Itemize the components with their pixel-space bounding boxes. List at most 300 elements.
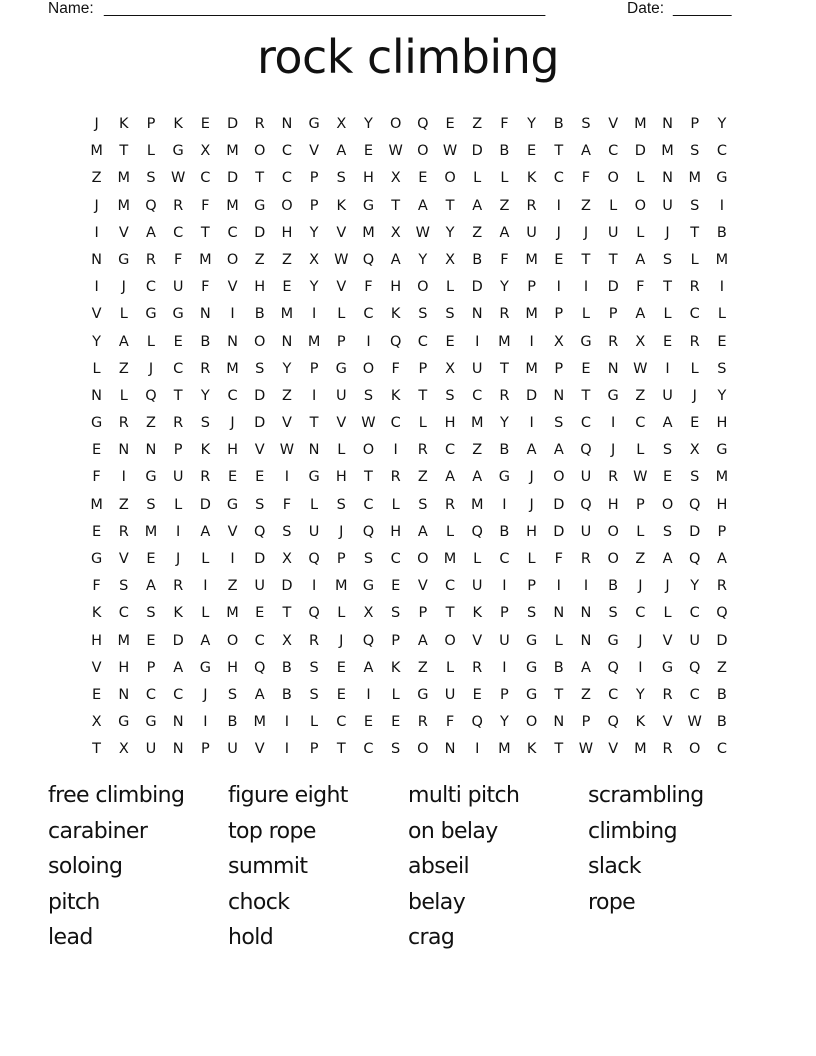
grid-cell[interactable]: X [689,442,700,459]
grid-cell[interactable]: S [255,360,265,377]
grid-cell[interactable]: W [170,170,186,187]
grid-cell[interactable]: Q [689,659,701,676]
grid-cell[interactable]: U [499,632,510,649]
grid-cell[interactable]: F [364,279,373,296]
grid-cell[interactable]: C [689,686,700,703]
grid-cell[interactable]: S [363,551,374,567]
grid-cell[interactable]: G [308,469,320,486]
grid-cell[interactable]: I [366,686,371,703]
grid-cell[interactable]: T [418,387,428,404]
grid-cell[interactable]: Q [716,605,728,622]
grid-cell[interactable]: V [254,442,265,459]
grid-cell[interactable]: A [635,251,646,268]
grid-cell[interactable]: L [663,306,672,323]
grid-cell[interactable]: C [580,415,592,432]
grid-cell[interactable]: J [339,523,344,540]
grid-cell[interactable]: G [607,632,619,649]
grid-cell[interactable]: J [529,469,534,486]
grid-cell[interactable]: Q [607,714,619,731]
grid-cell[interactable]: J [638,578,643,595]
grid-cell[interactable]: V [118,551,129,567]
grid-cell[interactable]: J [583,224,589,241]
grid-cell[interactable]: W [279,442,295,459]
grid-cell[interactable]: U [526,224,537,241]
grid-cell[interactable]: X [363,605,374,622]
grid-cell[interactable]: U [689,632,701,649]
grid-cell[interactable]: O [661,496,674,513]
grid-cell[interactable]: M [362,224,375,241]
grid-cell[interactable]: M [443,551,457,567]
grid-cell[interactable]: R [689,333,700,350]
grid-cell[interactable]: W [442,143,458,160]
grid-cell[interactable]: E [391,714,401,731]
grid-cell[interactable]: T [445,197,455,214]
grid-cell[interactable]: R [254,116,265,132]
grid-cell[interactable]: P [309,741,319,758]
grid-cell[interactable]: X [553,333,564,350]
grid-cell[interactable]: P [336,551,346,567]
grid-cell[interactable]: D [553,523,565,540]
grid-cell[interactable]: G [90,551,103,567]
grid-cell[interactable]: Z [91,170,102,187]
grid-cell[interactable]: A [662,551,673,567]
grid-cell[interactable]: N [553,387,565,404]
grid-cell[interactable]: S [336,496,346,513]
grid-cell[interactable]: Q [607,659,619,676]
grid-cell[interactable]: Z [118,496,129,513]
grid-cell[interactable]: F [636,279,645,296]
grid-cell[interactable]: E [662,333,673,350]
grid-cell[interactable]: V [662,714,673,731]
grid-cell[interactable]: N [662,170,673,187]
grid-cell[interactable]: M [525,306,538,323]
grid-cell[interactable]: I [203,714,208,731]
grid-cell[interactable]: M [117,197,131,214]
grid-cell[interactable]: S [363,387,374,404]
grid-cell[interactable]: N [662,116,673,132]
grid-cell[interactable]: P [336,333,346,350]
grid-cell[interactable]: K [635,714,646,731]
grid-cell[interactable]: I [121,469,126,486]
grid-cell[interactable]: T [336,741,346,758]
grid-cell[interactable]: O [607,523,619,540]
grid-cell[interactable]: B [281,686,292,703]
grid-cell[interactable]: G [172,306,184,323]
grid-cell[interactable]: H [227,442,238,459]
grid-cell[interactable]: T [581,387,591,404]
grid-cell[interactable]: T [445,605,455,622]
grid-cell[interactable]: C [173,224,184,241]
grid-cell[interactable]: I [176,523,181,540]
grid-cell[interactable]: O [417,143,429,160]
grid-cell[interactable]: A [417,197,428,214]
grid-cell[interactable]: C [227,387,238,404]
grid-cell[interactable]: S [662,523,673,540]
grid-cell[interactable]: Y [717,116,727,132]
grid-cell[interactable]: S [690,469,700,486]
grid-cell[interactable]: D [226,170,239,187]
grid-cell[interactable]: Z [581,197,591,214]
grid-cell[interactable]: P [608,306,618,323]
grid-cell[interactable]: N [580,632,592,649]
grid-cell[interactable]: R [173,415,184,432]
grid-cell[interactable]: R [526,197,537,214]
grid-cell[interactable]: S [309,686,319,703]
grid-cell[interactable]: R [145,251,156,268]
grid-cell[interactable]: R [580,551,591,567]
grid-cell[interactable]: G [172,143,184,160]
grid-cell[interactable]: Y [499,415,509,432]
grid-cell[interactable]: J [176,551,181,567]
grid-cell[interactable]: N [118,686,130,703]
grid-cell[interactable]: K [390,306,401,323]
grid-cell[interactable]: T [92,741,102,758]
grid-cell[interactable]: X [445,251,455,268]
grid-cell[interactable]: S [282,523,292,540]
grid-cell[interactable]: F [581,170,591,187]
grid-cell[interactable]: P [309,360,319,377]
grid-cell[interactable]: A [635,306,646,323]
grid-cell[interactable]: O [607,551,619,567]
grid-cell[interactable]: G [254,197,266,214]
grid-cell[interactable]: R [608,469,619,486]
grid-cell[interactable]: S [690,197,700,214]
grid-cell[interactable]: K [91,605,102,622]
grid-cell[interactable]: A [472,469,483,486]
grid-cell[interactable]: R [689,279,700,296]
grid-cell[interactable]: X [281,632,292,649]
grid-cell[interactable]: E [527,143,537,160]
grid-cell[interactable]: G [145,714,157,731]
grid-cell[interactable]: L [391,686,400,703]
grid-cell[interactable]: M [498,741,511,758]
grid-cell[interactable]: J [638,632,643,649]
grid-cell[interactable]: Q [580,496,592,513]
grid-cell[interactable]: M [470,496,484,513]
grid-cell[interactable]: S [391,741,401,758]
grid-cell[interactable]: Q [471,714,483,731]
grid-cell[interactable]: V [227,523,238,540]
grid-cell[interactable]: V [91,659,102,676]
grid-cell[interactable]: M [90,143,103,160]
grid-cell[interactable]: U [145,741,157,758]
grid-cell[interactable]: O [226,632,239,649]
grid-cell[interactable]: R [309,632,320,649]
grid-cell[interactable]: A [581,659,591,676]
grid-cell[interactable]: D [254,224,266,241]
grid-cell[interactable]: U [607,224,619,241]
grid-cell[interactable]: B [716,686,727,703]
grid-cell[interactable]: S [717,360,727,377]
grid-cell[interactable]: T [581,251,591,268]
grid-cell[interactable]: E [336,686,346,703]
grid-cell[interactable]: E [554,251,564,268]
grid-cell[interactable]: I [529,415,534,432]
grid-cell[interactable]: S [554,415,564,432]
grid-cell[interactable]: H [118,659,130,676]
grid-cell[interactable]: Z [499,197,510,214]
grid-cell[interactable]: T [554,741,564,758]
grid-cell[interactable]: I [638,659,643,676]
grid-cell[interactable]: C [118,605,129,622]
grid-cell[interactable]: B [716,714,727,731]
grid-cell[interactable]: N [91,251,103,268]
grid-cell[interactable]: P [200,741,210,758]
grid-cell[interactable]: H [227,659,238,676]
grid-cell[interactable]: J [230,415,235,432]
grid-cell[interactable]: Q [580,442,592,459]
grid-cell[interactable]: Z [417,659,428,676]
grid-cell[interactable]: E [418,170,428,187]
grid-cell[interactable]: S [418,306,428,323]
grid-cell[interactable]: Z [581,686,591,703]
grid-cell[interactable]: D [526,387,538,404]
grid-cell[interactable]: G [199,659,211,676]
grid-cell[interactable]: S [255,496,265,513]
grid-cell[interactable]: E [92,442,102,459]
grid-cell[interactable]: I [719,279,725,296]
grid-cell[interactable]: I [475,741,480,758]
grid-cell[interactable]: H [390,523,402,540]
grid-cell[interactable]: O [689,741,701,758]
grid-cell[interactable]: H [91,632,103,649]
grid-cell[interactable]: M [661,143,674,160]
grid-cell[interactable]: P [554,306,564,323]
grid-cell[interactable]: M [498,333,511,350]
grid-cell[interactable]: Q [254,523,266,540]
grid-cell[interactable]: G [118,714,130,731]
grid-cell[interactable]: C [635,605,646,622]
grid-cell[interactable]: N [553,714,565,731]
grid-cell[interactable]: C [499,551,510,567]
grid-cell[interactable]: G [525,659,538,676]
grid-cell[interactable]: Y [690,578,700,595]
grid-cell[interactable]: J [665,578,670,595]
grid-cell[interactable]: J [339,632,344,649]
grid-cell[interactable]: C [608,143,619,160]
grid-cell[interactable]: R [173,197,184,214]
grid-cell[interactable]: T [608,251,618,268]
grid-cell[interactable]: Z [281,251,292,268]
grid-cell[interactable]: D [471,143,483,160]
grid-cell[interactable]: M [715,251,729,268]
grid-cell[interactable]: I [556,279,561,296]
grid-cell[interactable]: G [335,360,347,377]
grid-cell[interactable]: H [444,415,456,432]
grid-cell[interactable]: O [362,442,375,459]
grid-cell[interactable]: C [390,415,401,432]
grid-cell[interactable]: C [689,605,700,622]
grid-cell[interactable]: A [472,197,483,214]
grid-cell[interactable]: F [92,469,101,486]
grid-cell[interactable]: E [717,333,727,350]
grid-cell[interactable]: N [145,442,157,459]
grid-cell[interactable]: L [445,279,455,296]
grid-cell[interactable]: E [363,714,374,731]
grid-cell[interactable]: C [390,551,401,567]
grid-cell[interactable]: S [200,415,210,432]
grid-cell[interactable]: Z [417,469,428,486]
grid-cell[interactable]: C [173,686,184,703]
grid-cell[interactable]: Z [472,442,483,459]
grid-cell[interactable]: C [444,578,456,595]
grid-cell[interactable]: R [608,333,619,350]
grid-cell[interactable]: Q [362,523,375,540]
grid-cell[interactable]: Y [418,251,428,268]
grid-cell[interactable]: O [634,197,647,214]
grid-cell[interactable]: A [146,578,156,595]
grid-cell[interactable]: D [254,415,266,432]
grid-cell[interactable]: R [662,741,673,758]
grid-cell[interactable]: F [201,197,210,214]
grid-cell[interactable]: T [690,224,700,241]
grid-cell[interactable]: H [526,523,538,540]
grid-cell[interactable]: Z [254,251,265,268]
grid-cell[interactable]: A [553,442,564,459]
grid-cell[interactable]: V [91,306,102,323]
grid-cell[interactable]: I [583,279,589,296]
grid-cell[interactable]: C [417,333,428,350]
grid-cell[interactable]: M [525,360,538,377]
grid-cell[interactable]: G [525,686,538,703]
grid-cell[interactable]: Q [689,496,701,513]
grid-cell[interactable]: G [362,197,375,214]
grid-cell[interactable]: B [499,143,510,160]
grid-cell[interactable]: Y [635,686,645,703]
grid-cell[interactable]: L [690,360,699,377]
grid-cell[interactable]: R [200,360,211,377]
grid-cell[interactable]: A [417,632,428,649]
grid-cell[interactable]: Z [146,415,156,432]
grid-cell[interactable]: E [391,578,401,595]
grid-cell[interactable]: X [281,551,292,567]
grid-cell[interactable]: I [284,469,290,486]
grid-cell[interactable]: Q [308,605,320,622]
grid-cell[interactable]: Y [717,387,727,404]
grid-cell[interactable]: V [336,415,347,432]
grid-cell[interactable]: K [200,442,211,459]
grid-cell[interactable]: A [499,224,510,241]
grid-cell[interactable]: K [472,605,482,622]
grid-cell[interactable]: R [390,469,401,486]
grid-cell[interactable]: N [227,333,238,350]
grid-cell[interactable]: D [634,143,646,160]
grid-cell[interactable]: R [200,469,211,486]
grid-cell[interactable]: L [527,551,536,567]
grid-cell[interactable]: E [92,686,102,703]
grid-cell[interactable]: M [634,116,647,132]
grid-cell[interactable]: S [418,496,428,513]
grid-cell[interactable]: L [337,605,346,622]
grid-cell[interactable]: X [445,360,455,377]
grid-cell[interactable]: I [94,224,99,241]
grid-cell[interactable]: R [472,659,483,676]
grid-cell[interactable]: I [393,442,398,459]
grid-cell[interactable]: C [444,442,456,459]
grid-cell[interactable]: M [715,469,729,486]
grid-cell[interactable]: G [417,686,429,703]
grid-cell[interactable]: V [281,415,292,432]
grid-cell[interactable]: G [118,251,130,268]
grid-cell[interactable]: R [499,306,510,323]
grid-cell[interactable]: M [144,523,158,540]
grid-cell[interactable]: P [527,279,536,296]
grid-cell[interactable]: Y [309,224,319,241]
grid-cell[interactable]: F [282,496,292,513]
grid-cell[interactable]: N [172,741,184,758]
grid-cell[interactable]: T [364,469,373,486]
grid-cell[interactable]: W [334,251,349,268]
grid-cell[interactable]: O [417,741,429,758]
grid-cell[interactable]: E [445,333,455,350]
grid-cell[interactable]: U [580,469,592,486]
grid-cell[interactable]: V [336,279,347,296]
grid-cell[interactable]: E [173,333,183,350]
grid-cell[interactable]: S [391,605,401,622]
grid-cell[interactable]: O [444,632,456,649]
grid-cell[interactable]: M [253,714,266,731]
grid-cell[interactable]: P [581,714,591,731]
grid-cell[interactable]: K [526,170,537,187]
grid-cell[interactable]: E [282,279,292,296]
grid-cell[interactable]: L [92,360,101,377]
grid-cell[interactable]: H [335,469,347,486]
grid-cell[interactable]: G [90,415,103,432]
grid-cell[interactable]: I [665,360,670,377]
grid-cell[interactable]: S [119,578,129,595]
grid-cell[interactable]: T [499,360,509,377]
grid-cell[interactable]: Z [635,387,646,404]
grid-cell[interactable]: A [662,415,673,432]
grid-cell[interactable]: U [227,741,238,758]
grid-cell[interactable]: C [363,741,374,758]
grid-cell[interactable]: X [91,714,102,731]
grid-cell[interactable]: Q [145,197,157,214]
grid-cell[interactable]: R [444,496,456,513]
grid-cell[interactable]: W [687,714,702,731]
grid-cell[interactable]: L [418,415,427,432]
grid-cell[interactable]: W [578,741,594,758]
grid-cell[interactable]: F [500,251,509,268]
grid-cell[interactable]: G [716,170,728,187]
grid-cell[interactable]: A [200,632,211,649]
grid-cell[interactable]: A [173,659,184,676]
grid-cell[interactable]: K [173,116,183,132]
grid-cell[interactable]: O [226,251,239,268]
grid-cell[interactable]: U [662,197,673,214]
grid-cell[interactable]: Y [527,116,537,132]
grid-cell[interactable]: N [118,442,130,459]
grid-cell[interactable]: I [94,279,99,296]
grid-cell[interactable]: E [336,659,346,676]
grid-cell[interactable]: P [146,116,156,132]
grid-cell[interactable]: L [445,659,455,676]
grid-cell[interactable]: C [145,686,157,703]
grid-cell[interactable]: C [227,224,238,241]
grid-cell[interactable]: G [607,387,619,404]
grid-cell[interactable]: T [119,143,129,160]
grid-cell[interactable]: L [146,333,156,350]
grid-cell[interactable]: T [663,279,672,296]
grid-cell[interactable]: G [308,116,320,132]
grid-cell[interactable]: M [307,333,321,350]
grid-cell[interactable]: I [529,333,534,350]
grid-cell[interactable]: D [172,632,184,649]
grid-cell[interactable]: G [362,578,375,595]
grid-cell[interactable]: J [94,116,99,132]
grid-cell[interactable]: H [607,496,619,513]
grid-cell[interactable]: D [553,496,565,513]
